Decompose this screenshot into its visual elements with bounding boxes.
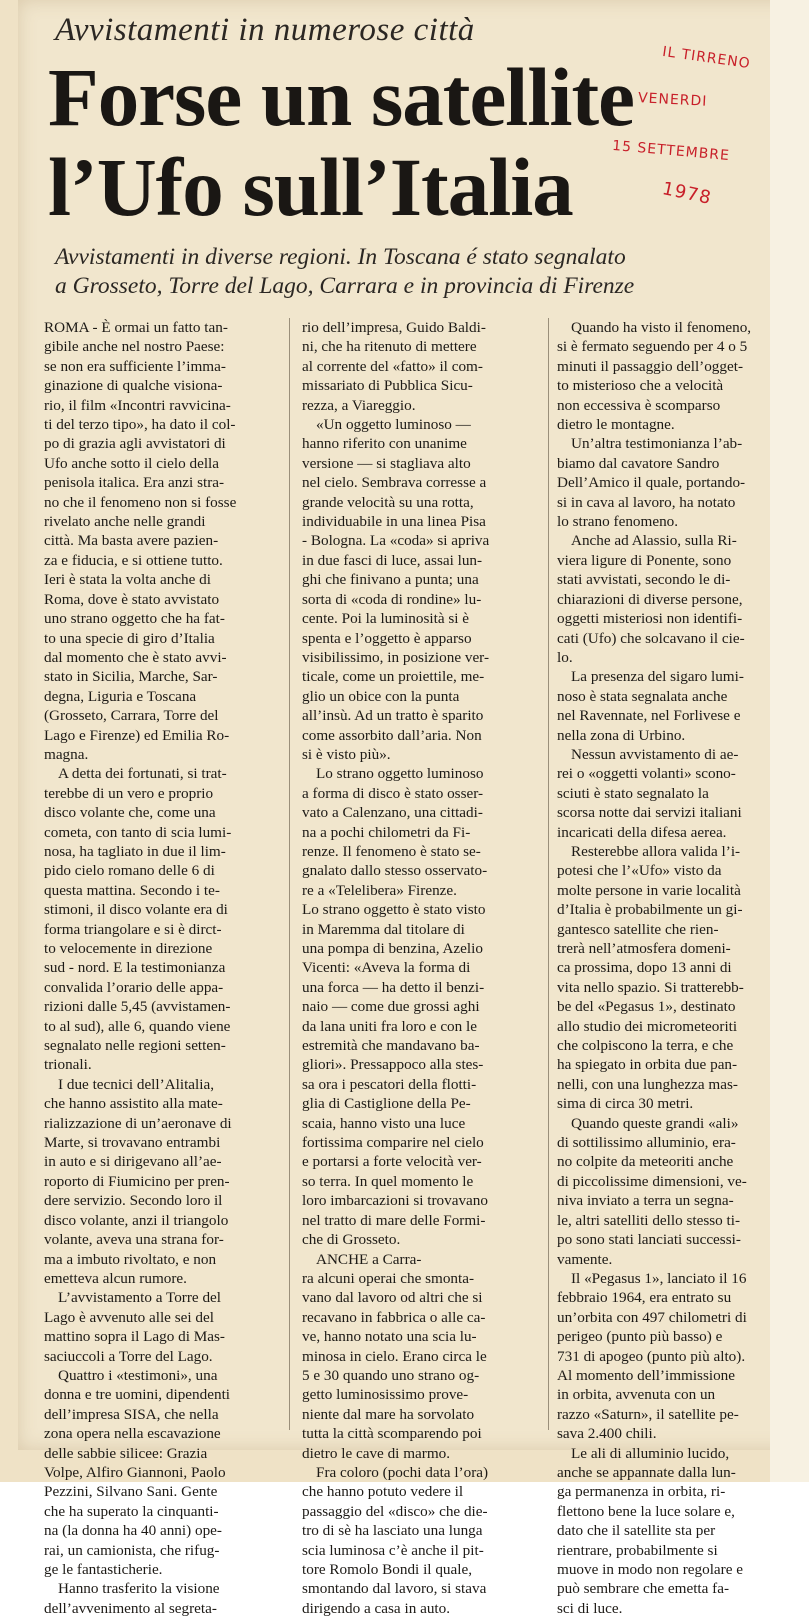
article-line: cometa, con tanto di scia lumi- [44, 823, 232, 841]
article-line: sa ora i pescatori della flotti- [302, 1075, 477, 1093]
article-line: «Un oggetto luminoso — [316, 416, 471, 434]
article-line: no colpite da meteoriti anche [557, 1153, 734, 1171]
article-line: si è fermato seguendo per 4 o 5 [557, 338, 748, 356]
article-line: un’orbita con 497 chilometri di [557, 1308, 747, 1326]
article-line: loro imbarcazioni si trovavano [302, 1192, 488, 1210]
headline [48, 52, 648, 232]
handwritten-note-year: 1978 [660, 178, 714, 209]
article-line: non eccessiva è scomparso [557, 396, 721, 414]
article-line: passaggio del «disco» che die- [302, 1502, 488, 1520]
article-line: allo studio dei micrometeoriti [557, 1017, 738, 1035]
article-line: ra alcuni operai che smonta- [302, 1269, 475, 1287]
article-line: terebbe di un vero e proprio [44, 784, 214, 802]
article-line: Ufo anche sotto il cielo della [44, 454, 220, 472]
article-line: dietro le montagne. [557, 416, 675, 434]
article-line: cati (Ufo) che solcavano il cie- [557, 629, 745, 647]
article-column-2 [302, 318, 540, 1618]
article-line: smontando dal lavoro, si stava [302, 1580, 487, 1598]
article-line: dell’impresa SISA, che nella [44, 1405, 219, 1423]
article-line: to misterioso che a velocità [557, 377, 724, 395]
article-line: di piccolissime dimensioni, ve- [557, 1172, 747, 1190]
article-line: razzo «Saturn», il satellite pe- [557, 1405, 739, 1423]
article-line: da lana uniti fra loro e con le [302, 1017, 478, 1035]
article-line: po sono stati lanciati successi- [557, 1231, 741, 1249]
article-line: Fra coloro (pochi data l’ora) [316, 1463, 489, 1481]
article-line: stimoni, il disco volante era di [44, 901, 228, 919]
article-line: donna e tre uomini, dipendenti [44, 1386, 231, 1404]
article-line: ma a imbuto rivoltato, e non [44, 1250, 217, 1268]
article-line: noso è stata segnalata anche [557, 687, 728, 705]
article-line: nelli, con una lunghezza mas- [557, 1075, 738, 1093]
article-line: na a pochi chilometri da Fi- [302, 823, 471, 841]
article-line: minosa in cielo. Erano circa le [302, 1347, 487, 1365]
article-line: (Grosseto, Carrara, Torre del [44, 707, 219, 725]
article-line: tutta la città scomparendo poi [302, 1425, 482, 1443]
article-line: d’Italia è probabilmente un gi- [557, 901, 743, 919]
article-line: vita nello spazio. Si tratterebb- [557, 978, 744, 996]
article-line: L’avvistamento a Torre del [58, 1289, 221, 1307]
handwritten-note-newspaper: IL TIRRENO [661, 43, 752, 73]
article-line: si in cava al lavoro, ha notato [557, 493, 736, 511]
article-line: biamo dal cavatore Sandro [557, 454, 720, 472]
article-line: magna. [44, 745, 89, 763]
article-line: sima di circa 30 metri. [557, 1095, 694, 1113]
article-line: come assorbito dall’aria. Non [302, 726, 482, 744]
article-line: nel Ravennate, nel Forlivese e [557, 707, 741, 725]
article-line: Pezzini, Silvano Sani. Gente [44, 1483, 218, 1501]
article-line: in auto e si dirigevano all’ae- [44, 1153, 222, 1171]
article-line: be del «Pegasus 1», destinato [557, 998, 736, 1016]
article-line: convalida l’orario delle appa- [44, 978, 224, 996]
article-line: naio — come due grossi aghi [302, 998, 480, 1016]
article-line: ha spiegato in orbita due pan- [557, 1056, 738, 1074]
article-line: muove in modo non regolare e [557, 1561, 743, 1578]
article-line: A detta dei fortunati, si trat- [58, 765, 227, 783]
article-line: che di Grosseto. [302, 1231, 401, 1249]
article-line: penisola italica. Era anzi stra- [44, 474, 225, 492]
article-line: flettono bene la luce solare e, [557, 1502, 735, 1520]
article-line: rizioni dalle 5,45 (avvistamen- [44, 998, 231, 1016]
article-line: chiarazioni di diverse persone, [557, 590, 743, 608]
article-line: di sottilissimo alluminio, era- [557, 1134, 736, 1152]
article-line: cente. Poi la luminosità si è [302, 610, 470, 628]
article-line: sorta di «coda di rondine» lu- [302, 590, 482, 608]
article-line: rio dell’impresa, Guido Baldi- [302, 319, 486, 336]
article-line: le, altri satelliti dello stesso ti- [557, 1211, 741, 1229]
article-line: Quando ha visto il fenomeno, [571, 319, 752, 336]
article-line: ghi che finivano a punta; una [302, 571, 479, 589]
article-line: tro di sè ha lasciato una lunga [302, 1522, 483, 1540]
article-line: sci di luce. [557, 1599, 623, 1617]
article-line: po di grazia agli avvistatori di [44, 435, 226, 453]
headline-line-1: Forse un satellite [48, 51, 634, 143]
article-line: versione — si stagliava alto [302, 454, 471, 472]
article-line: e portarsi a forte velocità ver- [302, 1153, 482, 1171]
article-line: Roma, dove è stato avvistato [44, 590, 220, 608]
article-line: gnalato dallo stesso osservato- [302, 862, 488, 880]
article-line: dato che il satellite sta per [557, 1522, 716, 1540]
article-line: rei o «oggetti volanti» scono- [557, 765, 736, 783]
article-line: tore Romolo Bondi il quale, [302, 1561, 472, 1578]
article-line: Lo strano oggetto è stato visto [302, 901, 486, 919]
article-line: saciuccoli a Torre del Lago. [44, 1347, 213, 1365]
article-line: all’insù. Ad un tratto è sparito [302, 707, 484, 725]
subheadline-line-1: Avvistamenti in diverse regioni. In Toscana é stato segnalato [55, 244, 626, 270]
article-line: scaia, hanno visto una luce [302, 1114, 466, 1132]
article-line: fortissima comparire nel cielo [302, 1134, 484, 1152]
article-line: glia di Castiglione della Pe- [302, 1095, 471, 1113]
article-line: vano dal lavoro od altri che si [302, 1289, 483, 1307]
article-line: Quattro i «testimoni», una [58, 1366, 218, 1384]
article-line: dell’avvenimento al segreta- [44, 1599, 217, 1617]
article-line: Volpe, Alfiro Giannoni, Paolo [44, 1463, 226, 1481]
article-line: lo. [557, 648, 573, 666]
article-line: ROMA - È ormai un fatto tan- [44, 319, 228, 336]
article-line: gantesco satellite che rien- [557, 920, 719, 938]
article-line: in due fasci di luce, assai lun- [302, 551, 483, 569]
article-line: hanno riferito con unanime [302, 435, 467, 453]
article-line: recavano in fabbrica o alle ca- [302, 1308, 486, 1326]
article-line: nel tratto di mare delle Formi- [302, 1211, 486, 1229]
article-line: ve, hanno notato una scia lu- [302, 1328, 477, 1346]
article-line: estremità che mandavano ba- [302, 1037, 480, 1055]
article-line: dirigendo a casa in auto. [302, 1599, 451, 1617]
article-line: I due tecnici dell’Alitalia, [58, 1075, 215, 1093]
article-line: una pompa di benzina, Azelio [302, 940, 483, 957]
article-line: oggetti misteriosi non identifi- [557, 610, 743, 628]
article-line: ge le fantasticherie. [44, 1561, 163, 1578]
article-line: Marte, si trovavano entrambi [44, 1134, 221, 1152]
article-line: stati avvistati, secondo le di- [557, 571, 731, 589]
article-line: glio un obice con la punta [302, 687, 460, 705]
article-line: uno strano oggetto che ha fat- [44, 610, 225, 628]
subheadline-line-2: a Grosseto, Torre del Lago, Carrara e in provincia di Firenze [55, 273, 635, 299]
article-line: Quando queste grandi «ali» [571, 1114, 739, 1132]
article-line: disco volante che, come una [44, 804, 216, 822]
article-line: La presenza del sigaro lumi- [571, 668, 744, 686]
article-line: Un’altra testimonianza l’ab- [571, 435, 743, 453]
article-line: - Bologna. La «coda» si apriva [302, 532, 490, 550]
article-line: ga permanenza in orbita, ri- [557, 1483, 726, 1501]
article-line: pido cielo romano delle 6 di [44, 862, 215, 880]
article-line: niva inviato a terra un segna- [557, 1192, 734, 1210]
article-line: rializzazione di un’aeronave di [44, 1114, 232, 1132]
article-line: questa mattina. Secondo i te- [44, 881, 220, 899]
article-line: Vicenti: «Aveva la forma di [302, 959, 471, 977]
article-line: rivelato anche nelle grandi [44, 513, 206, 531]
article-line: individuabile in una linea Pisa [302, 513, 486, 531]
article-line: nella zona di Urbino. [557, 726, 686, 744]
article-line: vamente. [557, 1250, 613, 1268]
article-line: degna, Liguria e Toscana [44, 687, 197, 705]
article-line: visibilissimo, in posizione ver- [302, 648, 489, 666]
article-line: rezza, a Viareggio. [302, 396, 416, 414]
article-line: ANCHE a Carra- [316, 1250, 422, 1268]
article-line: che hanno assistito alla mate- [44, 1095, 223, 1113]
article-line: spenta e l’oggetto è apparso [302, 629, 472, 647]
article-line: volante, aveva una strana for- [44, 1231, 224, 1249]
article-line: gibile anche nel nostro Paese: [44, 338, 225, 356]
article-line: 731 di apogeo (punto più alto). [557, 1347, 746, 1365]
article-line: to velocemente in direzione [44, 940, 213, 957]
article-line: che ha superato la cinquanti- [44, 1502, 219, 1520]
article-line: in orbita, avvenuta con un [557, 1386, 716, 1404]
article-line: za e fiducia, e si ottiene tutto. [44, 551, 223, 569]
article-line: 5 e 30 quando uno strano og- [302, 1366, 480, 1384]
article-line: forma triangolare e si è dirct- [44, 920, 222, 938]
article-line: ti del terzo tipo», ha dato il col- [44, 416, 236, 434]
article-line: lo strano fenomeno. [557, 513, 679, 531]
article-line: delle sabbie silicee: Grazia [44, 1444, 208, 1462]
article-line: può sembrare che emetta fa- [557, 1580, 730, 1598]
article-line: al corrente del «fatto» il com- [302, 357, 483, 375]
article-line: Anche ad Alassio, sulla Ri- [571, 532, 737, 550]
article-line: nel cielo. Sembrava corresse a [302, 474, 487, 492]
article-line: ni, che ha ritenuto di mettere [302, 338, 477, 356]
article-line: getto luminosissimo prove- [302, 1386, 469, 1404]
article-line: missariato di Pubblica Sicu- [302, 377, 473, 395]
article-line: na (la donna ha 40 anni) ope- [44, 1522, 222, 1540]
article-line: emetteva alcun rumore. [44, 1269, 187, 1287]
article-line: segnalato nelle regioni setten- [44, 1037, 226, 1055]
article-line: se non era sufficiente l’imma- [44, 357, 226, 375]
article-line: rai, un camionista, che rifug- [44, 1541, 220, 1559]
article-line: rio, il film «Incontri ravvicina- [44, 396, 231, 414]
article-line: sud - nord. E la testimonianza [44, 959, 226, 977]
article-column-1 [44, 318, 276, 1618]
article-line: si è visto più». [302, 745, 391, 763]
article-line: che hanno potuto vedere il [302, 1483, 464, 1501]
article-line: no che il fenomeno non si fosse [44, 493, 237, 511]
article-line: scia luminosa c’è anche il pit- [302, 1541, 484, 1559]
article-line: dal momento che è stato avvi- [44, 648, 227, 666]
article-column-3 [557, 318, 797, 1618]
article-line: rientrare, probabilmente si [557, 1541, 718, 1559]
article-line: incaricati della difesa aerea. [557, 823, 727, 841]
article-line: trerà nell’atmosfera domeni- [557, 940, 731, 957]
article-line: Il «Pegasus 1», lanciato il 16 [571, 1269, 747, 1287]
kicker: Avvistamenti in numerose città [55, 12, 475, 48]
article-line: nosa, ha tagliato in due il lim- [44, 842, 226, 860]
article-line: scorsa notte dai servizi italiani [557, 804, 742, 822]
article-line: ginazione di qualche visiona- [44, 377, 223, 395]
article-line: Lo strano oggetto luminoso [316, 765, 484, 783]
article-line: che colpiscono la terra, e che [557, 1037, 734, 1055]
article-line: a forma di disco è stato osser- [302, 784, 484, 802]
article-line: disco volante, anzi il triangolo [44, 1211, 229, 1229]
article-line: niente dal mare ha sorvolato [302, 1405, 475, 1423]
article-line: zona opera nella escavazione [44, 1425, 221, 1443]
article-line: mattino sopra il Lago di Mas- [44, 1328, 225, 1346]
article-line: Hanno trasferito la visione [58, 1580, 220, 1598]
article-line: gliori». Pressappoco alla stes- [302, 1056, 484, 1074]
handwritten-note-day: VENERDI [637, 90, 708, 110]
article-line: ticale, come un proiettile, me- [302, 668, 485, 686]
article-line: febbraio 1964, era entrato su [557, 1289, 732, 1307]
article-line: in Maremma dal titolare di [302, 920, 465, 938]
article-line: so terra. In quel momento le [302, 1172, 474, 1190]
article-line: trionali. [44, 1056, 92, 1074]
handwritten-note-date: 15 SETTEMBRE [611, 137, 731, 165]
article-line: Le ali di alluminio lucido, [571, 1444, 730, 1462]
column-rule [548, 318, 549, 1430]
article-line: Dell’Amico il quale, portando- [557, 474, 746, 492]
subheadline [55, 243, 785, 301]
article-line: dietro le cave di marmo. [302, 1444, 451, 1462]
column-rule [289, 318, 290, 1430]
article-line: dere servizio. Secondo loro il [44, 1192, 223, 1210]
article-line: Lago e Firenze) ed Emilia Ro- [44, 726, 230, 744]
article-line: to una specie di giro d’Italia [44, 629, 215, 647]
article-line: Lago è avvenuto alle sei del [44, 1308, 214, 1326]
article-line: vato a Calenzano, una cittadi- [302, 804, 483, 822]
article-line: potesi che l’«Ufo» visto da [557, 862, 722, 880]
headline-line-2: l’Ufo sull’Italia [48, 141, 573, 233]
article-line: anche se appannate dalla lun- [557, 1463, 736, 1481]
article-line: renze. Il fenomeno è stato se- [302, 842, 481, 860]
article-line: re a «Telelibera» Firenze. [302, 881, 457, 899]
article-line: ca prossima, dopo 13 anni di [557, 959, 732, 977]
article-line: Ieri è stata la volta anche di [44, 571, 211, 589]
article-line: minuti il passaggio dell’ogget- [557, 357, 744, 375]
article-line: sava 2.400 chili. [557, 1425, 657, 1443]
article-line: sciuti è stato segnalato la [557, 784, 709, 802]
article-line: to al sud), alle 6, quando viene [44, 1017, 231, 1035]
article-line: Resterebbe allora valida l’i- [571, 842, 741, 860]
article-line: Nessun avvistamento di ae- [571, 745, 739, 763]
article-line: perigeo (punto più basso) e [557, 1328, 723, 1346]
article-line: stato in Sicilia, Marche, Sar- [44, 668, 218, 686]
article-line: città. Ma basta avere pazien- [44, 532, 219, 550]
article-line: viera ligure di Ponente, sono [557, 551, 732, 569]
article-line: Al momento dell’immissione [557, 1366, 736, 1384]
article-line: grande velocità su una rotta, [302, 493, 474, 511]
article-line: una forca — ha detto il benzi- [302, 978, 485, 996]
article-line: roporto di Fiumicino per pren- [44, 1172, 230, 1190]
article-line: molte persone in varie località [557, 881, 741, 899]
